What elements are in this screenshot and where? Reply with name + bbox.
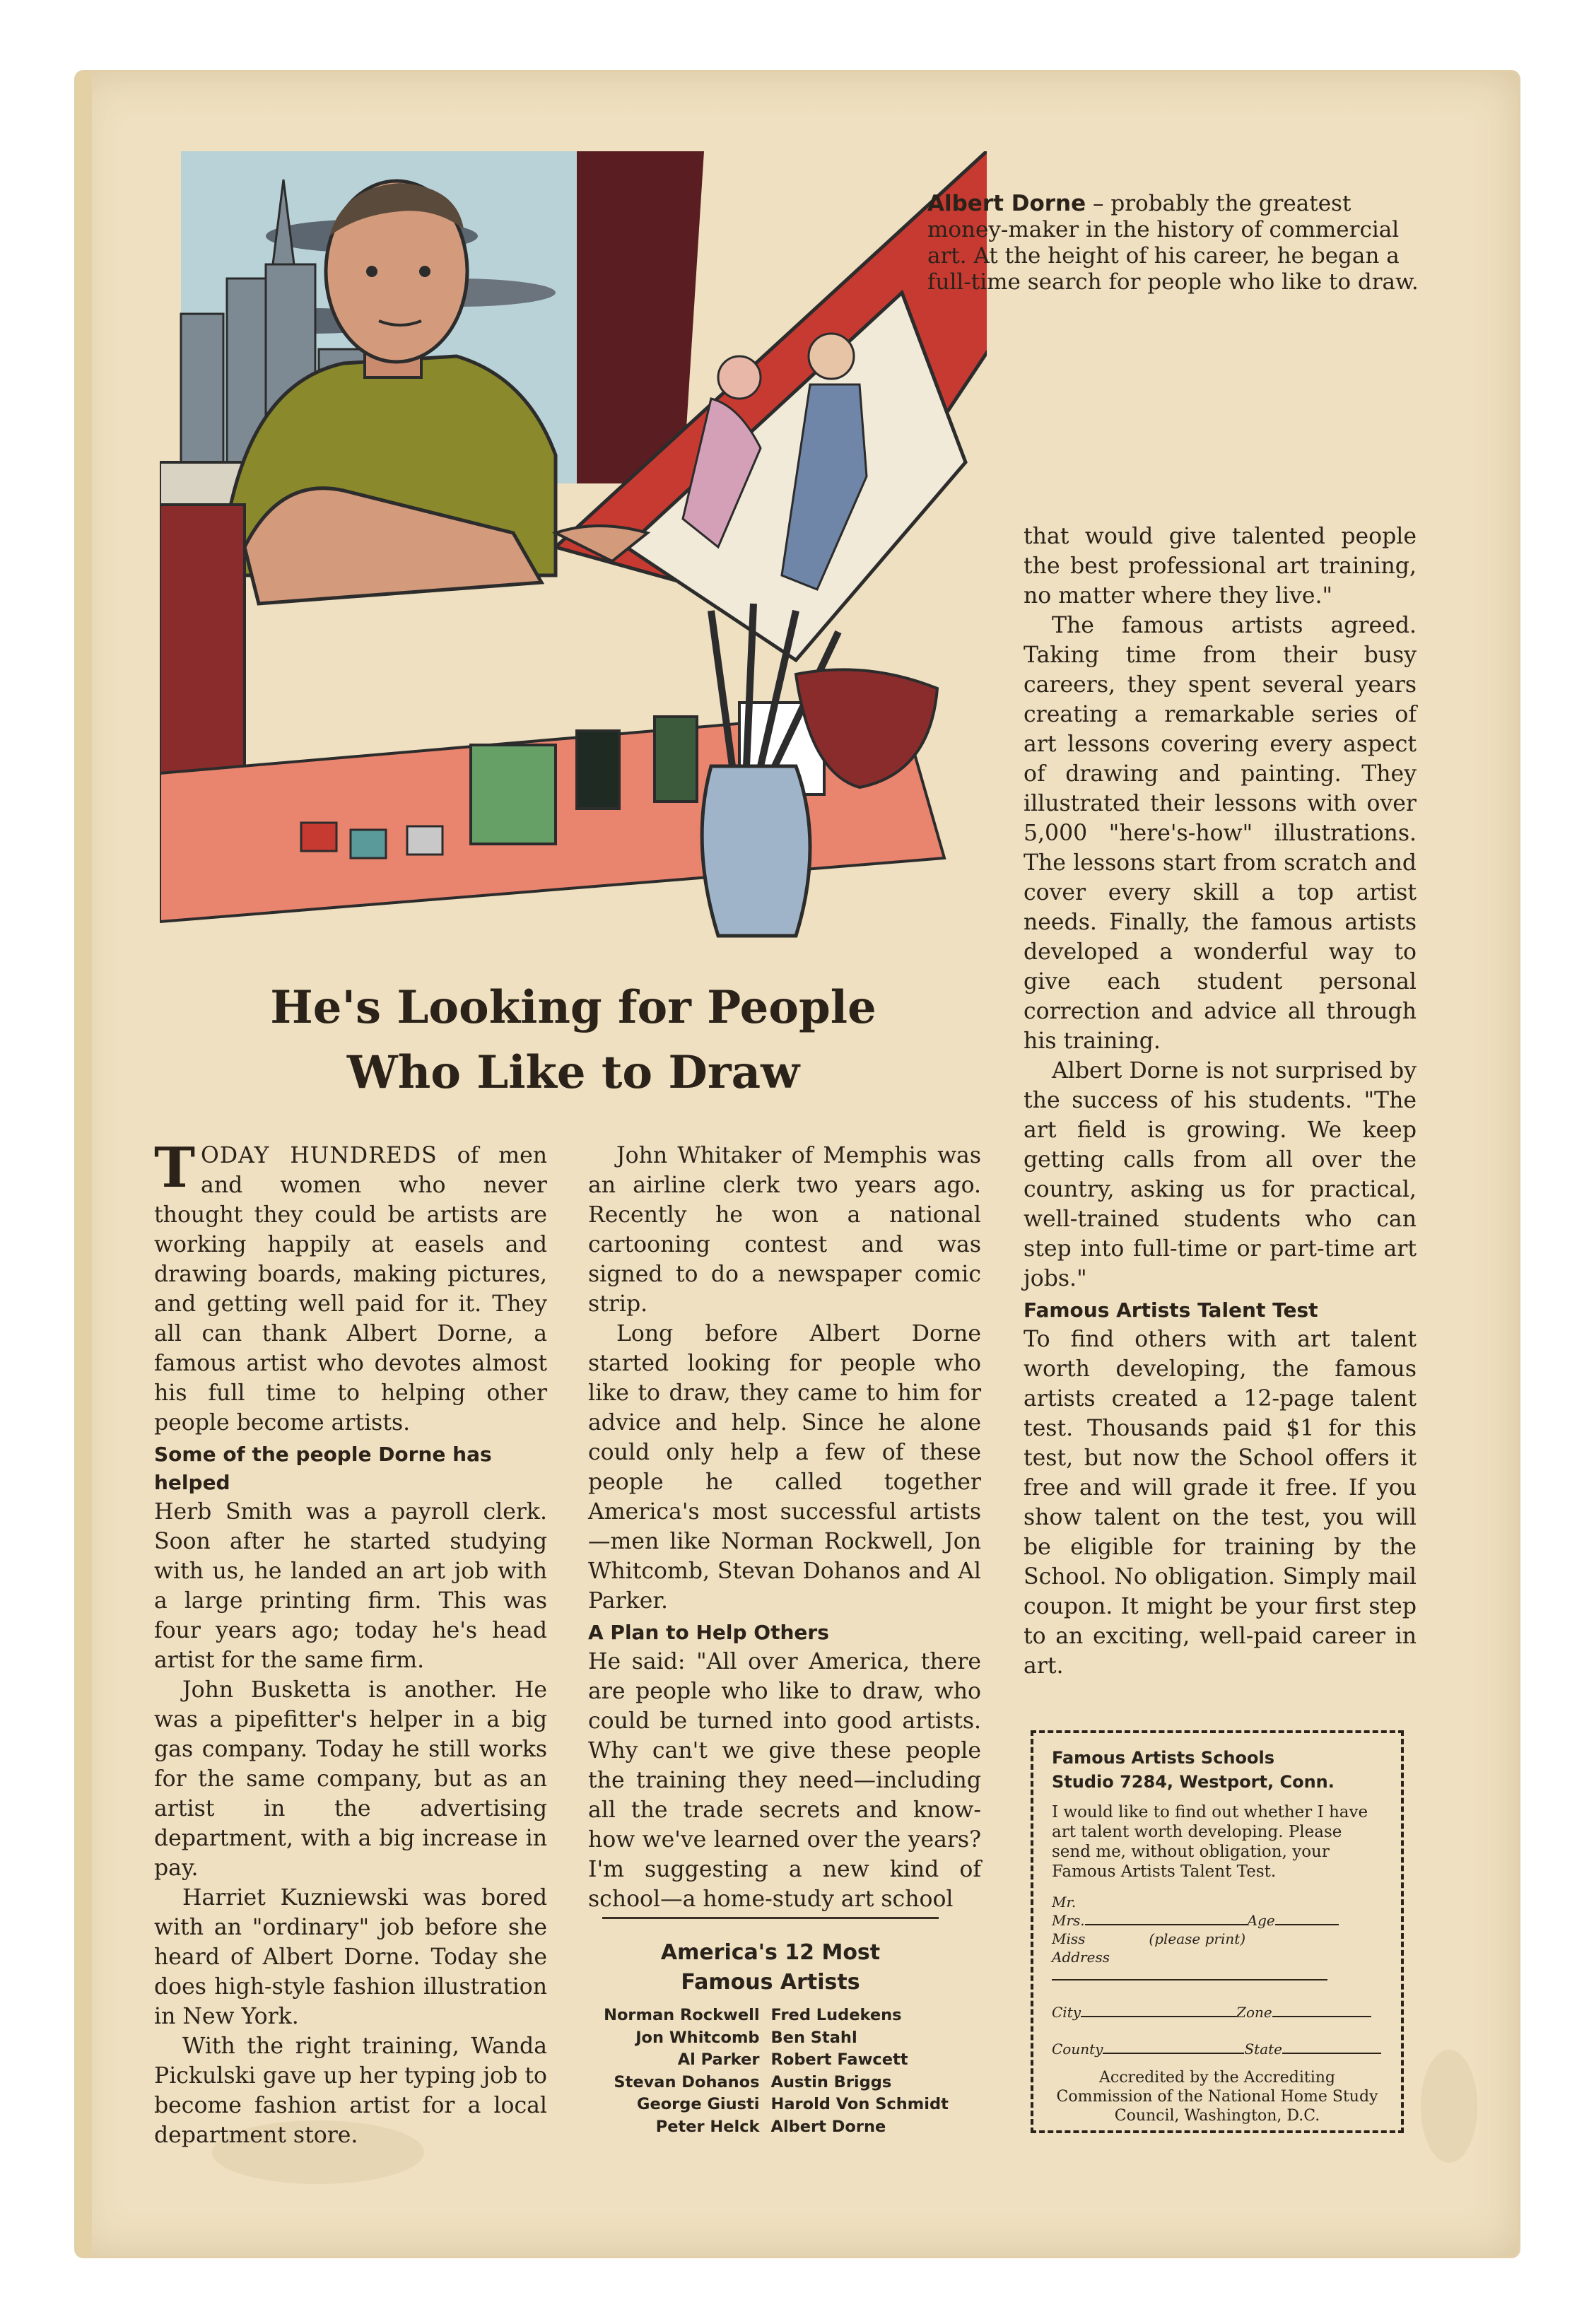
subheading: Famous Artists Talent Test — [1024, 1298, 1318, 1322]
famous-artists-list — [573, 2005, 983, 2138]
illustration-caption: Albert Dorne – probably the greatest money-maker in the history of commercial art. At the height of his career, he began a full-time search for people who like to draw. — [927, 191, 1419, 295]
paragraph: Long before Albert Dorne started looking for people who like to draw, they came to him for advice and help. Since he alone could only help a few of these people he called together America's most successful artists—men like Norman Rockwell, Jon Whitcomb, Stevan Dohanos and Al Parker. — [588, 1321, 981, 1614]
accreditation-note: Accredited by the Accrediting Commission of the National Home Study Council, Washington, D.C. — [1056, 2069, 1378, 2125]
page-edge — [76, 72, 92, 2256]
paragraph: With the right training, Wanda Pickulski gave up her typing job to become fashion artist for a local department store. — [154, 2034, 547, 2148]
paragraph: Albert Dorne is not surprised by the success of his students. "The art field is growing. We keep getting calls from all over the country, asking us for practical, well-trained students who can step into full-time or part-time art jobs." — [1024, 1058, 1417, 1291]
artist-row: George Giusti Harold Von Schmidt — [636, 2095, 949, 2113]
artist-row: Al Parker Robert Fawcett — [677, 2050, 908, 2069]
subheading: Some of the people Dorne has helped — [154, 1443, 492, 1494]
paragraph: Herb Smith was a payroll clerk. Soon after he started studying with us, he landed an art job with a large printing firm. This was four years ago; today he's head artist for the same firm. — [154, 1499, 547, 1673]
coupon-body: I would like to find out whether I have art talent worth developing. Please send me, without obligation, your Famous Artists Talent Test. — [1052, 1803, 1368, 1881]
mr-label: Mr. — [1052, 1894, 1077, 1911]
paragraph: John Whitaker of Memphis was an airline clerk two years ago. Recently he won a national cartooning contest and was signed to do a newspaper comic strip. — [588, 1143, 981, 1317]
artist-row: Peter Helck Albert Dorne — [655, 2117, 886, 2136]
coupon-address: Studio 7284, Westport, Conn. — [1052, 1772, 1335, 1792]
city-zone-field[interactable]: City Zone — [1052, 2003, 1383, 2021]
artist-row: Jon Whitcomb Ben Stahl — [635, 2028, 857, 2047]
paragraph: The famous artists agreed. Taking time from their busy careers, they spent several years creating a remarkable series of art lessons covering every aspect of drawing and painting. They illustrated their lessons with over 5,000 "here's-how" illustrations. The lessons start from scratch and cover every skill a top artist needs. Finally, the famous artists developed a wonderful way to give each student personal correction and advice all through his training. — [1024, 613, 1417, 1054]
artist-row: Stevan Dohanos Austin Briggs — [614, 2072, 892, 2091]
stain — [1421, 2050, 1477, 2163]
headline-line-2: Who Like to Draw — [346, 1046, 800, 1099]
mrs-field[interactable]: Mrs. Age — [1052, 1911, 1383, 1930]
miss-label: Miss (please print) — [1052, 1930, 1246, 1947]
paragraph: TODAY HUNDREDS of men and women who never thought they could be artists are working happily at easels and drawing boards, making pictures, and getting well paid for it. They all can thank Albert Dorne, a famous artist who devotes almost his full time to helping other people become artists. — [154, 1136, 547, 1436]
address-field[interactable]: Address — [1052, 1948, 1383, 1985]
paragraph: that would give talented people the best professional art training, no matter where they live." — [1024, 524, 1417, 609]
headline-line-1: He's Looking for People — [270, 981, 876, 1034]
albert-dorne-illustration — [160, 151, 987, 971]
paragraph: Harriet Kuzniewski was bored with an "ordinary" job before she heard of Albert Dorne. Today she does high-style fashion illustration in New York. — [154, 1885, 547, 2029]
coupon-title: Famous Artists Schools — [1052, 1748, 1274, 1768]
column-3 — [1024, 522, 1417, 1681]
famous-artists-title: America's 12 Most Famous Artists — [660, 1940, 881, 1995]
subheading: A Plan to Help Others — [588, 1621, 829, 1644]
mail-coupon — [1031, 1730, 1404, 2133]
drop-cap: T — [154, 1136, 196, 1200]
headline — [160, 975, 987, 1105]
paragraph: He said: "All over America, there are people who like to draw, who could be turned into good artists. Why can't we give these people the training they need—including all the trade secrets and know-how we've learned over the years? I'm suggesting a new kind of school—a home-study art school — [588, 1649, 981, 1912]
column-1 — [154, 1136, 547, 2150]
county-state-field[interactable]: County State — [1052, 2040, 1383, 2058]
artist-row: Norman Rockwell Fred Ludekens — [604, 2006, 902, 2024]
column-2 — [588, 1141, 981, 1914]
paragraph: To find others with art talent worth developing, the famous artists created a 12-page talent test. Thousands paid $1 for this test, but now the School offers it free and will grade it free. If you show talent on the test, you will be eligible for training by the School. No obligation. Simply mail coupon. It might be your first step to an exciting, well-paid career in art. — [1024, 1327, 1417, 1679]
divider — [602, 1917, 939, 1919]
paragraph: John Busketta is another. He was a pipefitter's helper in a big gas company. Today he still works for the same company, but as an artist in the advertising department, with a big increase in pay. — [154, 1677, 547, 1881]
